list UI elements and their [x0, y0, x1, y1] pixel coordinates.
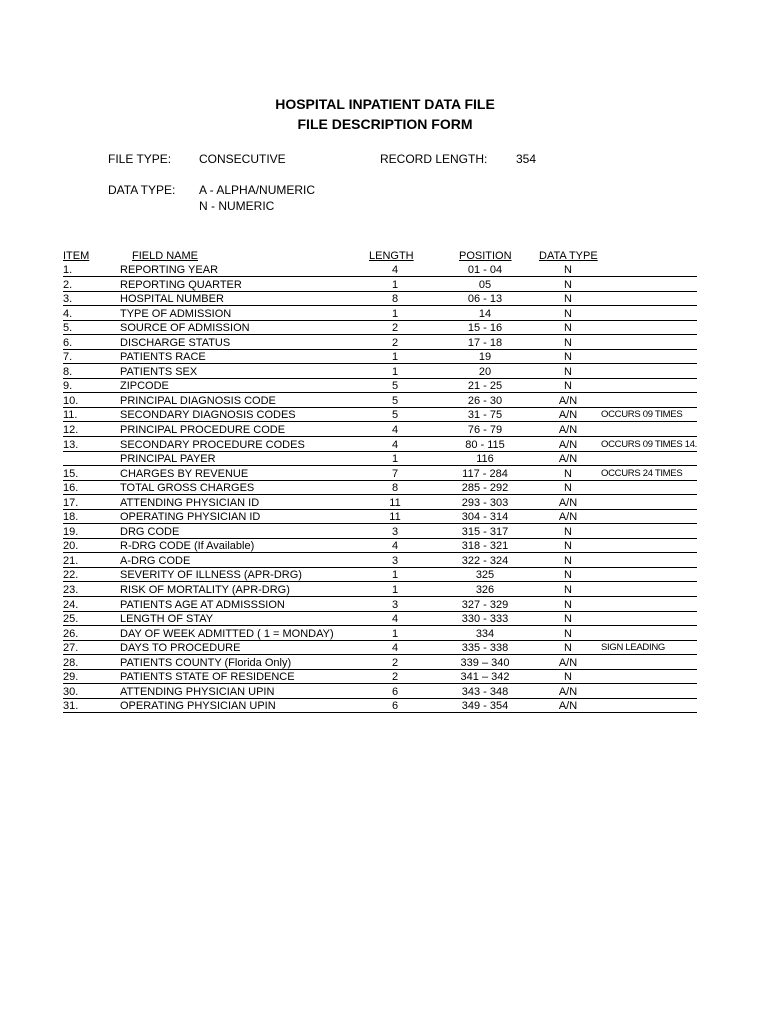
field-length: 1 — [391, 307, 399, 320]
field-name: DISCHARGE STATUS — [120, 336, 231, 349]
field-data-type: A/N — [558, 656, 578, 669]
table-row — [0, 598, 770, 613]
field-data-type: N — [564, 467, 572, 480]
item-number: 10. — [63, 394, 79, 407]
field-name: OPERATING PHYSICIAN UPIN — [120, 700, 276, 713]
field-length: 4 — [391, 613, 399, 626]
field-length: 4 — [391, 438, 399, 451]
field-length: 4 — [391, 424, 399, 437]
table-row — [0, 496, 770, 511]
item-number: 5. — [63, 322, 73, 335]
field-name: SECONDARY PROCEDURE CODES — [120, 438, 305, 451]
field-position: 06 - 13 — [467, 293, 503, 306]
field-length: 1 — [391, 453, 399, 466]
field-length: 5 — [391, 409, 399, 422]
field-name: PATIENTS COUNTY (Florida Only) — [120, 656, 292, 669]
field-position: 322 - 324 — [461, 554, 509, 567]
field-position: 21 - 25 — [467, 380, 503, 393]
field-name: DAYS TO PROCEDURE — [120, 642, 241, 655]
field-position: 117 - 284 — [462, 467, 508, 480]
field-position: 05 — [478, 278, 492, 291]
field-name: ZIPCODE — [120, 380, 169, 393]
field-name: TYPE OF ADMISSION — [120, 307, 232, 320]
field-data-type: N — [564, 642, 572, 655]
field-position: 20 — [478, 365, 492, 378]
file-type-label: FILE TYPE: — [108, 152, 172, 166]
field-data-type: N — [564, 307, 572, 320]
table-row — [0, 641, 770, 656]
item-number: 20. — [63, 540, 79, 553]
field-data-type: N — [564, 264, 572, 276]
field-position: 334 — [475, 627, 495, 640]
field-position: 76 - 79 — [467, 424, 503, 437]
table-row — [0, 292, 770, 307]
table-row — [0, 423, 770, 438]
field-length: 1 — [391, 584, 399, 597]
field-length: 1 — [391, 351, 399, 364]
table-row — [0, 525, 770, 540]
page-title: HOSPITAL INPATIENT DATA FILE — [275, 96, 495, 112]
field-data-type: A/N — [558, 685, 578, 698]
field-position: 325 — [475, 569, 495, 582]
field-length: 8 — [391, 482, 399, 495]
field-data-type: A/N — [558, 511, 578, 524]
field-length: 3 — [391, 598, 399, 611]
table-row — [0, 408, 770, 423]
field-name: SEVERITY OF ILLNESS (APR-DRG) — [120, 569, 302, 582]
item-number: 4. — [63, 307, 73, 320]
table-row — [0, 365, 770, 380]
field-name: PATIENTS AGE AT ADMISSSION — [120, 598, 285, 611]
item-number: 18. — [63, 511, 79, 524]
field-position: 285 - 292 — [461, 482, 509, 495]
item-number: 28. — [63, 656, 79, 669]
item-number: 13. — [63, 438, 79, 451]
table-row — [0, 583, 770, 598]
field-data-type: A/N — [558, 409, 578, 422]
item-number: 1. — [63, 264, 73, 276]
field-name: PATIENTS RACE — [120, 351, 206, 364]
field-data-type: A/N — [558, 700, 578, 713]
item-number: 15. — [63, 467, 79, 480]
field-length: 3 — [391, 554, 399, 567]
table-row — [0, 685, 770, 700]
data-type-label: DATA TYPE: — [108, 183, 176, 197]
item-number: 17. — [63, 496, 79, 509]
field-position: 26 - 30 — [467, 394, 503, 407]
field-name: SECONDARY DIAGNOSIS CODES — [120, 409, 296, 422]
field-position: 31 - 75 — [467, 409, 503, 422]
item-number: 26. — [63, 627, 79, 640]
field-name: PATIENTS SEX — [120, 365, 198, 378]
item-number: 7. — [63, 351, 73, 364]
field-length: 3 — [391, 525, 399, 538]
field-position: 326 — [475, 584, 495, 597]
table-row — [0, 612, 770, 627]
table-row — [0, 627, 770, 642]
field-data-type: A/N — [558, 394, 578, 407]
field-name: R-DRG CODE (If Available) — [120, 540, 255, 553]
field-position: 293 - 303 — [461, 496, 509, 509]
field-name: DAY OF WEEK ADMITTED ( 1 = MONDAY) — [120, 627, 334, 640]
field-length: 11 — [389, 511, 401, 524]
table-row — [0, 350, 770, 365]
table-row — [0, 307, 770, 322]
field-name: DRG CODE — [120, 525, 180, 538]
table-body — [0, 263, 770, 714]
item-number: 6. — [63, 336, 73, 349]
table-row — [0, 379, 770, 394]
field-data-type: N — [564, 525, 572, 538]
table-row — [0, 554, 770, 569]
field-length: 6 — [391, 685, 399, 698]
field-note: OCCURS 09 TIMES — [601, 409, 683, 421]
table-row — [0, 467, 770, 482]
field-position: 327 - 329 — [461, 598, 509, 611]
table-row — [0, 656, 770, 671]
field-position: 318 - 321 — [461, 540, 509, 553]
table-row — [0, 278, 770, 293]
field-length: 1 — [391, 365, 399, 378]
field-position: 304 - 314 — [461, 511, 509, 524]
field-length: 2 — [391, 656, 399, 669]
item-number: 23. — [63, 584, 79, 597]
field-data-type: N — [564, 569, 572, 582]
table-row — [0, 510, 770, 525]
field-length: 4 — [391, 264, 399, 276]
item-number: 31. — [63, 700, 79, 713]
item-number: 16. — [63, 482, 79, 495]
field-position: 339 – 340 — [460, 656, 510, 669]
record-length-label: RECORD LENGTH: — [380, 152, 488, 166]
item-number: 29. — [63, 671, 79, 684]
item-number: 12. — [63, 424, 79, 437]
field-length: 4 — [391, 642, 399, 655]
table-row — [0, 263, 770, 278]
field-length: 2 — [391, 671, 399, 684]
field-position: 341 – 342 — [460, 671, 510, 684]
field-name: SOURCE OF ADMISSION — [120, 322, 250, 335]
item-number: 9. — [63, 380, 73, 393]
field-data-type: N — [564, 278, 572, 291]
field-position: 01 - 04 — [467, 264, 503, 276]
field-data-type: N — [564, 482, 572, 495]
field-position: 19 — [478, 351, 492, 364]
field-data-type: A/N — [558, 496, 578, 509]
field-data-type: N — [564, 293, 572, 306]
field-position: 15 - 16 — [467, 322, 503, 335]
table-row — [0, 452, 770, 467]
field-data-type: N — [564, 351, 572, 364]
field-length: 4 — [391, 540, 399, 553]
field-name: PRINCIPAL PAYER — [120, 453, 216, 466]
field-data-type: A/N — [558, 438, 578, 451]
item-number: 2. — [63, 278, 73, 291]
field-data-type: N — [564, 554, 572, 567]
field-name: PATIENTS STATE OF RESIDENCE — [120, 671, 295, 684]
field-note: OCCURS 24 TIMES — [601, 467, 683, 479]
field-name: A-DRG CODE — [120, 554, 191, 567]
item-number: 25. — [63, 613, 79, 626]
field-name: PRINCIPAL PROCEDURE CODE — [120, 424, 286, 437]
field-position: 17 - 18 — [467, 336, 503, 349]
item-number: 22. — [63, 569, 79, 582]
field-data-type: N — [564, 322, 572, 335]
field-length: 1 — [391, 627, 399, 640]
column-header-length: LENGTH — [369, 250, 414, 262]
field-data-type: N — [564, 380, 572, 393]
field-position: 349 - 354 — [461, 700, 509, 713]
table-row — [0, 568, 770, 583]
item-number: 3. — [63, 293, 73, 306]
field-name: TOTAL GROSS CHARGES — [120, 482, 255, 495]
field-position: 335 - 338 — [461, 642, 509, 655]
field-position: 343 - 348 — [461, 685, 509, 698]
field-name: REPORTING YEAR — [120, 264, 219, 276]
data-type-value-alpha: A - ALPHA/NUMERIC — [199, 183, 316, 197]
field-position: 330 - 333 — [461, 613, 509, 626]
field-data-type: N — [564, 540, 572, 553]
field-name: ATTENDING PHYSICIAN UPIN — [120, 685, 275, 698]
field-name: CHARGES BY REVENUE — [120, 467, 249, 480]
item-number: 21. — [63, 554, 79, 567]
field-length: 1 — [391, 278, 399, 291]
field-data-type: N — [564, 584, 572, 597]
field-position: 315 - 317 — [461, 525, 509, 538]
data-type-value-numeric: N - NUMERIC — [199, 199, 275, 213]
field-data-type: N — [564, 336, 572, 349]
item-number: 27. — [63, 642, 79, 655]
item-number: 24. — [63, 598, 79, 611]
field-data-type: N — [564, 671, 572, 684]
file-type-value: CONSECUTIVE — [199, 152, 286, 166]
field-data-type: N — [564, 627, 572, 640]
column-header-data-type: DATA TYPE — [539, 250, 598, 262]
column-header-field-name: FIELD NAME — [132, 250, 199, 262]
field-length: 5 — [391, 380, 399, 393]
field-data-type: A/N — [558, 453, 578, 466]
table-row — [0, 670, 770, 685]
field-data-type: A/N — [558, 424, 578, 437]
field-data-type: N — [564, 598, 572, 611]
column-header-position: POSITION — [459, 250, 512, 262]
field-note: OCCURS 09 TIMES 14. — [601, 438, 698, 450]
page-subtitle: FILE DESCRIPTION FORM — [297, 116, 473, 132]
field-length: 2 — [391, 336, 399, 349]
item-number: 8. — [63, 365, 73, 378]
column-header-item: ITEM — [63, 250, 90, 262]
field-length: 5 — [391, 394, 399, 407]
field-position: 80 - 115 — [465, 438, 505, 451]
field-length: 11 — [389, 496, 401, 509]
table-row — [0, 321, 770, 336]
table-row — [0, 481, 770, 496]
table-row — [0, 394, 770, 409]
field-length: 6 — [391, 700, 399, 713]
table-row — [0, 336, 770, 351]
field-length: 1 — [391, 569, 399, 582]
field-length: 2 — [391, 322, 399, 335]
field-name: RISK OF MORTALITY (APR-DRG) — [120, 584, 290, 597]
field-note: SIGN LEADING — [601, 642, 665, 654]
field-name: PRINCIPAL DIAGNOSIS CODE — [120, 394, 276, 407]
item-number: 11. — [63, 409, 78, 422]
field-data-type: N — [564, 613, 572, 626]
row-rule — [63, 712, 697, 713]
field-name: LENGTH OF STAY — [120, 613, 214, 626]
record-length-value: 354 — [516, 152, 537, 166]
field-position: 116 — [476, 453, 494, 466]
field-length: 7 — [391, 467, 399, 480]
item-number: 30. — [63, 685, 79, 698]
field-name: HOSPITAL NUMBER — [120, 293, 224, 306]
field-position: 14 — [478, 307, 492, 320]
field-name: OPERATING PHYSICIAN ID — [120, 511, 261, 524]
table-row — [0, 438, 770, 453]
table-row — [0, 699, 770, 714]
field-length: 8 — [391, 293, 399, 306]
field-data-type: N — [564, 365, 572, 378]
item-number: 19. — [63, 525, 79, 538]
table-row — [0, 539, 770, 554]
field-name: ATTENDING PHYSICIAN ID — [120, 496, 260, 509]
field-name: REPORTING QUARTER — [120, 278, 242, 291]
